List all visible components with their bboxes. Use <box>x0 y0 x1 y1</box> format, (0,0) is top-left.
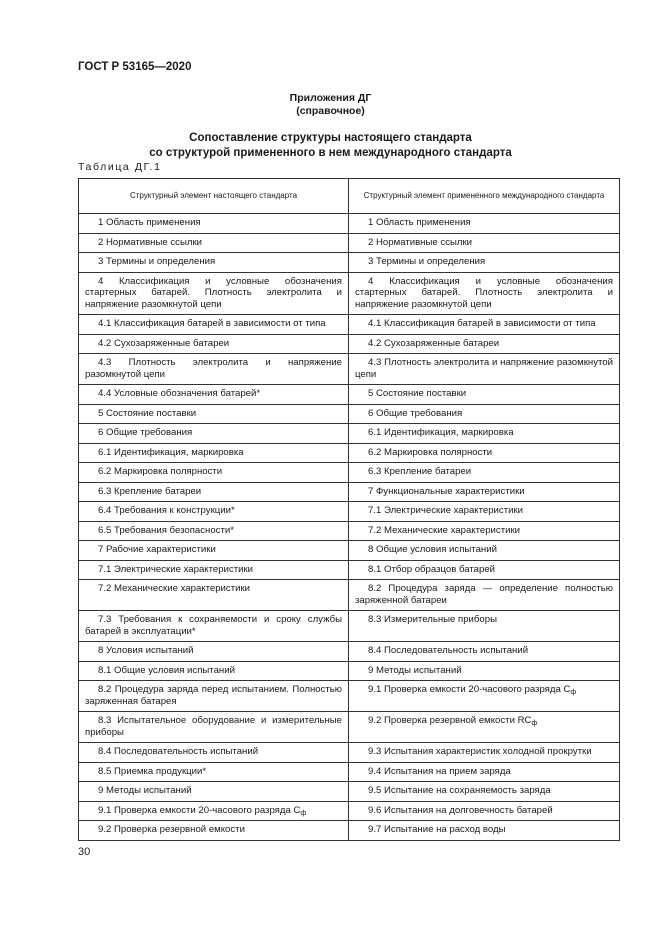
cell-international-standard <box>349 782 620 802</box>
cell-current-standard <box>79 482 349 502</box>
cell-international-standard <box>349 502 620 522</box>
table-row <box>79 541 620 561</box>
cell-international-standard <box>349 611 620 642</box>
cell-text: 8.1 Отбор образцов батарей <box>368 563 496 575</box>
cell-international-standard <box>349 233 620 253</box>
cell-text: 8.3 Измерительные приборы <box>368 614 497 625</box>
table-row <box>79 801 620 821</box>
table-row <box>79 642 620 662</box>
cell-current-standard <box>79 443 349 463</box>
cell-current-standard <box>79 354 349 385</box>
cell-text: 6 Общие требования <box>368 407 463 419</box>
table-row <box>79 580 620 611</box>
cell-current-standard <box>79 233 349 253</box>
cell-text: 8.1 Общие условия испытаний <box>98 664 235 676</box>
table-label: Таблица ДГ.1 <box>78 161 162 173</box>
cell-current-standard <box>79 272 349 315</box>
cell-text: 3 Термины и определения <box>368 256 486 267</box>
cell-text: 8.4 Последовательность испытаний <box>368 645 529 656</box>
table-row <box>79 762 620 782</box>
cell-text: 7.1 Электрические характеристики <box>368 505 524 516</box>
cell-current-standard <box>79 743 349 763</box>
cell-text: 9.6 Испытания на долговечность батарей <box>368 804 553 816</box>
cell-international-standard <box>349 354 620 385</box>
table-row <box>79 233 620 253</box>
annex-title <box>0 92 661 118</box>
cell-subscript: ф <box>570 689 577 696</box>
cell-text: 4.3 Плотность электролита и напряжение разомкнутой цепи <box>355 357 613 380</box>
cell-current-standard <box>79 821 349 841</box>
cell-text: 6.4 Требования к конструкции* <box>98 505 235 516</box>
cell-text: 7.2 Механические характеристики <box>368 524 521 536</box>
table-row <box>79 681 620 712</box>
table-row <box>79 502 620 522</box>
cell-international-standard <box>349 315 620 335</box>
cell-current-standard <box>79 642 349 662</box>
cell-text: 8.2 Процедура заряда перед испытанием. Полностью заряженная батарея <box>85 684 342 707</box>
cell-text: 9 Методы испытаний <box>368 664 462 676</box>
cell-text: 4.4 Условные обозначения батарей* <box>98 388 261 399</box>
annex-status: (справочное) <box>296 105 365 117</box>
cell-current-standard <box>79 782 349 802</box>
cell-text: 4.1 Классификация батарей в зависимости от типа <box>98 318 326 329</box>
cell-text: 4 Классификация и условные обозначения стартерных батарей. Плотность электролита и напряжение разомкнутой цепи <box>355 275 613 310</box>
cell-text: 6.5 Требования безопасности* <box>98 524 234 536</box>
cell-international-standard <box>349 404 620 424</box>
cell-international-standard <box>349 443 620 463</box>
cell-current-standard <box>79 463 349 483</box>
cell-current-standard <box>79 541 349 561</box>
table-row <box>79 611 620 642</box>
cell-international-standard <box>349 521 620 541</box>
column-header-current-standard: Структурный элемент настоящего стандарта <box>79 179 349 214</box>
cell-subscript: ф <box>531 720 538 727</box>
table-row <box>79 404 620 424</box>
table-row <box>79 443 620 463</box>
cell-international-standard <box>349 681 620 712</box>
cell-current-standard <box>79 253 349 273</box>
cell-international-standard <box>349 661 620 681</box>
table-heading-line1: Сопоставление структуры настоящего стандарта <box>189 132 472 144</box>
column-header-international-standard: Структурный элемент примененного международного стандарта <box>349 179 620 214</box>
table-row <box>79 354 620 385</box>
cell-international-standard <box>349 743 620 763</box>
cell-international-standard <box>349 801 620 821</box>
cell-text: 9.4 Испытания на прием заряда <box>368 765 511 777</box>
cell-current-standard <box>79 214 349 234</box>
table-row <box>79 214 620 234</box>
cell-international-standard <box>349 712 620 743</box>
cell-current-standard <box>79 404 349 424</box>
cell-current-standard <box>79 521 349 541</box>
cell-current-standard <box>79 681 349 712</box>
cell-text: 4.1 Классификация батарей в зависимости от типа <box>368 318 596 329</box>
cell-international-standard <box>349 642 620 662</box>
table-row <box>79 661 620 681</box>
cell-current-standard <box>79 424 349 444</box>
cell-international-standard <box>349 580 620 611</box>
cell-international-standard <box>349 253 620 273</box>
cell-international-standard <box>349 821 620 841</box>
cell-text: 6 Общие требования <box>98 427 193 438</box>
cell-text: 6.3 Крепление батареи <box>98 485 202 497</box>
cell-text: 8 Условия испытаний <box>98 645 194 656</box>
cell-current-standard <box>79 385 349 405</box>
cell-text: 9.5 Испытание на сохраняемость заряда <box>368 785 551 796</box>
cell-text: 1 Область применения <box>98 217 201 228</box>
cell-text: 8 Общие условия испытаний <box>368 544 497 555</box>
cell-international-standard <box>349 560 620 580</box>
cell-text: 5 Состояние поставки <box>98 407 197 419</box>
cell-text: 9.3 Испытания характеристик холодной прокрутки <box>368 746 592 757</box>
cell-current-standard <box>79 661 349 681</box>
cell-subscript: ф <box>300 809 307 817</box>
cell-text: 6.1 Идентификация, маркировка <box>98 446 244 458</box>
cell-text: 9.1 Проверка емкости 20-часового разряда C <box>98 804 301 816</box>
cell-text: 4.2 Сухозаряженные батареи <box>368 337 500 349</box>
cell-current-standard <box>79 334 349 354</box>
cell-text: 9 Методы испытаний <box>98 785 192 796</box>
cell-text: 9.1 Проверка емкости 20-часового разряда C <box>368 684 571 695</box>
table-heading-line2: со структурой примененного в нем международного стандарта <box>149 147 512 159</box>
cell-international-standard <box>349 334 620 354</box>
cell-text: 9.2 Проверка резервной емкости RC <box>368 715 532 726</box>
table-heading <box>0 131 661 161</box>
annex-name: Приложения ДГ <box>289 92 372 104</box>
cell-text: 8.3 Испытательное оборудование и измерительные приборы <box>85 715 342 738</box>
cell-current-standard <box>79 611 349 642</box>
cell-text: 7 Рабочие характеристики <box>98 544 216 555</box>
table-row <box>79 743 620 763</box>
cell-text: 9.7 Испытание на расход воды <box>368 824 506 835</box>
cell-current-standard <box>79 502 349 522</box>
cell-text: 4.3 Плотность электролита и напряжение разомкнутой цепи <box>85 357 342 380</box>
table-row <box>79 463 620 483</box>
table-header-row <box>79 179 620 214</box>
cell-current-standard <box>79 712 349 743</box>
table-row <box>79 712 620 743</box>
table-row <box>79 782 620 802</box>
cell-current-standard <box>79 560 349 580</box>
cell-text: 9.2 Проверка резервной емкости <box>98 824 245 835</box>
table-row <box>79 253 620 273</box>
page-number: 30 <box>78 846 91 858</box>
cell-current-standard <box>79 315 349 335</box>
table-row <box>79 521 620 541</box>
cell-text: 7.3 Требования к сохраняемости и сроку службы батарей в эксплуатации* <box>85 614 342 637</box>
cell-text: 2 Нормативные ссылки <box>98 236 203 248</box>
table-row <box>79 272 620 315</box>
cell-text: 6.3 Крепление батареи <box>368 466 472 477</box>
cell-international-standard <box>349 385 620 405</box>
cell-text: 6.1 Идентификация, маркировка <box>368 427 514 438</box>
cell-text: 4 Классификация и условные обозначения стартерных батарей. Плотность электролита и напряжение разомкнутой цепи <box>85 275 342 310</box>
cell-current-standard <box>79 762 349 782</box>
table-row <box>79 482 620 502</box>
cell-international-standard <box>349 541 620 561</box>
cell-international-standard <box>349 762 620 782</box>
cell-current-standard <box>79 801 349 821</box>
comparison-table <box>78 178 620 841</box>
cell-current-standard <box>79 580 349 611</box>
cell-text: 8.2 Процедура заряда — определение полностью заряженной батареи <box>355 583 613 606</box>
cell-international-standard <box>349 463 620 483</box>
cell-text: 8.5 Приемка продукции* <box>98 765 207 777</box>
table-row <box>79 385 620 405</box>
cell-text: 6.2 Маркировка полярности <box>98 466 223 477</box>
cell-text: 3 Термины и определения <box>98 256 216 267</box>
cell-international-standard <box>349 482 620 502</box>
standard-code: ГОСТ Р 53165—2020 <box>78 61 192 73</box>
cell-text: 1 Область применения <box>368 217 471 228</box>
cell-text: 4.2 Сухозаряженные батареи <box>98 337 230 349</box>
table-row <box>79 315 620 335</box>
cell-text: 7 Функциональные характеристики <box>368 485 525 497</box>
cell-text: 7.2 Механические характеристики <box>98 583 251 594</box>
table-row <box>79 821 620 841</box>
cell-text: 8.4 Последовательность испытаний <box>98 746 259 757</box>
cell-international-standard <box>349 272 620 315</box>
cell-text: 2 Нормативные ссылки <box>368 236 473 248</box>
cell-text: 6.2 Маркировка полярности <box>368 446 493 458</box>
table-row <box>79 560 620 580</box>
cell-text: 5 Состояние поставки <box>368 388 467 399</box>
cell-text: 7.1 Электрические характеристики <box>98 563 254 575</box>
table-row <box>79 424 620 444</box>
cell-international-standard <box>349 424 620 444</box>
table-row <box>79 334 620 354</box>
cell-international-standard <box>349 214 620 234</box>
